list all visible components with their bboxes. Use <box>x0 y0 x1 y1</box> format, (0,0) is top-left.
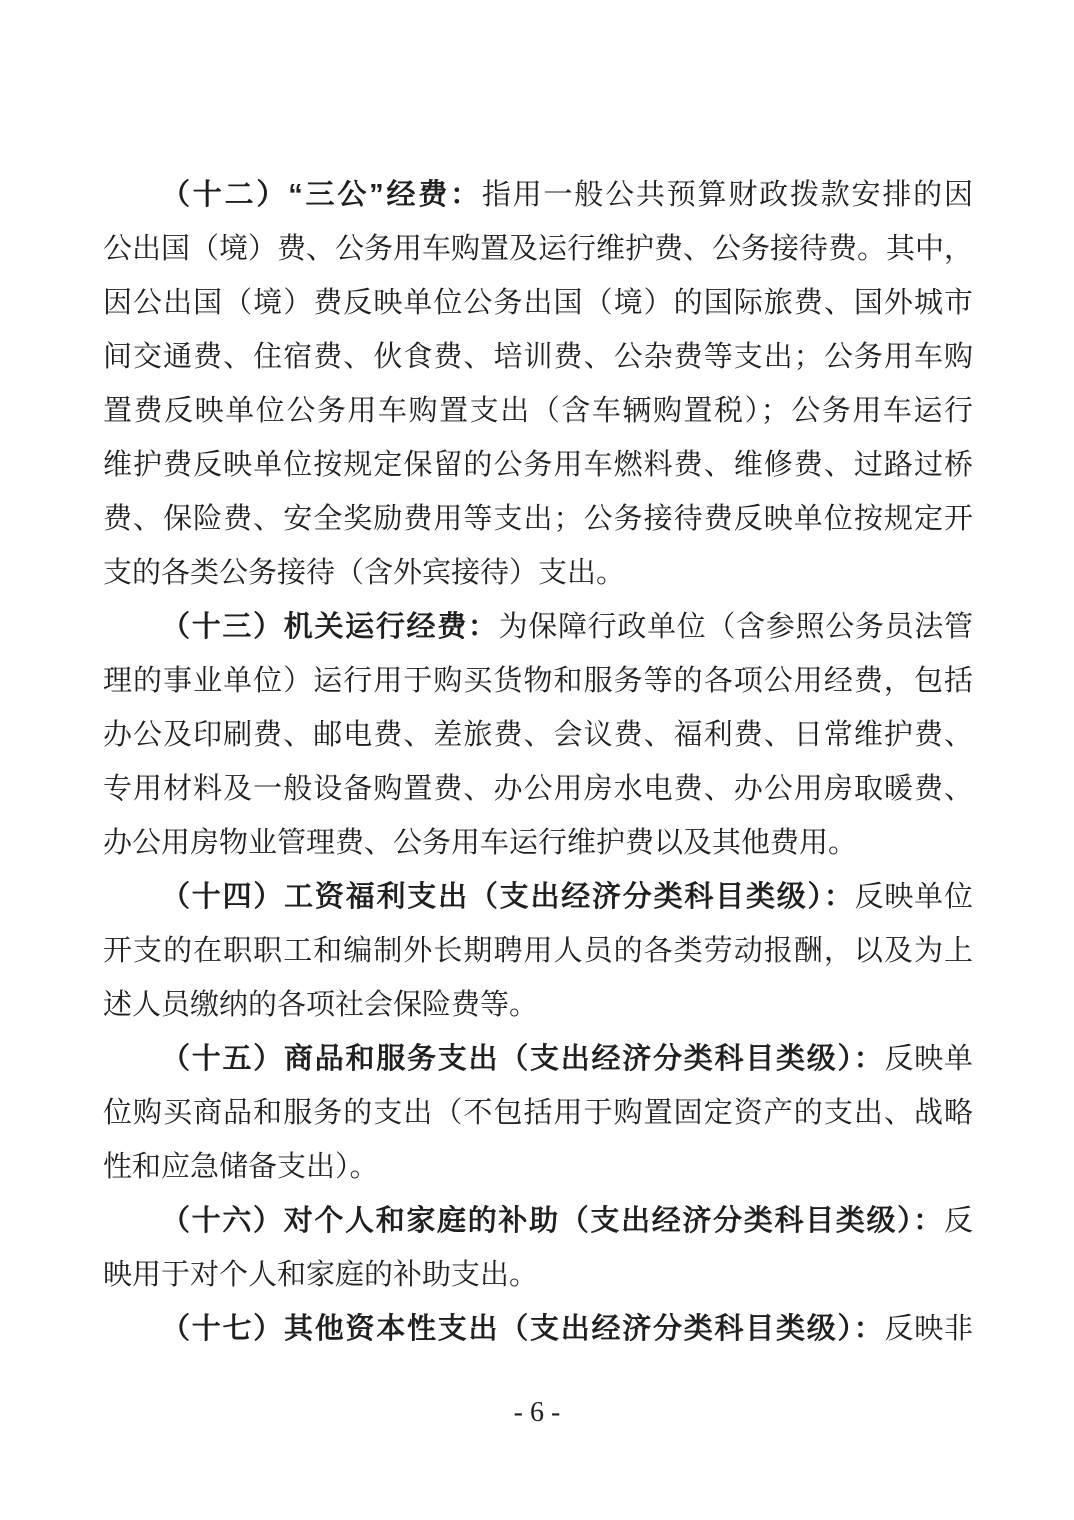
paragraph-line-text: 反映单 <box>884 1043 973 1075</box>
text-line <box>103 654 973 708</box>
paragraph-line-text: 费、保险费、安全奖励费用等支出；公务接待费反映单位按规定开 <box>103 503 973 535</box>
paragraph-line-text: 专用材料及一般设备购置费、办公用房水电费、办公用房取暖费、 <box>103 773 973 805</box>
text-line <box>103 1140 973 1194</box>
paragraph-line-text: 为保障行政单位（含参照公务员法管 <box>498 611 973 643</box>
paragraph-lead: （十六）对个人和家庭的补助（支出经济分类科目类级）： <box>161 1205 944 1237</box>
text-line <box>103 1032 973 1086</box>
text-line <box>103 708 973 762</box>
paragraph-line-text: 述人员缴纳的各项社会保险费等。 <box>103 989 539 1021</box>
text-line <box>103 870 973 924</box>
page-number: - 6 - <box>513 1397 561 1428</box>
paragraph-line-text: 办公用房物业管理费、公务用车运行维护费以及其他费用。 <box>103 827 858 859</box>
paragraph-line-text: 置费反映单位公务用车购置支出（含车辆购置税）；公务用车运行 <box>103 395 973 427</box>
paragraph-line-text: 性和应急储备支出）。 <box>103 1151 379 1183</box>
paragraph-lead: （十五）商品和服务支出（支出经济分类科目类级）： <box>161 1043 885 1075</box>
paragraph-line-text: 映用于对个人和家庭的补助支出。 <box>103 1259 539 1291</box>
paragraph-line-text: 间交通费、住宿费、伙食费、培训费、公杂费等支出；公务用车购 <box>103 341 973 373</box>
paragraph-lead: （十四）工资福利支出（支出经济分类科目类级）： <box>161 881 855 913</box>
paragraph-line-text: 反映单位 <box>854 881 973 913</box>
text-line <box>103 1194 973 1248</box>
text-line <box>103 384 973 438</box>
paragraph-line-text: 指用一般公共预算财政拨款安排的因 <box>481 179 973 211</box>
text-line <box>103 438 973 492</box>
paragraph-line-text: 因公出国（境）费反映单位公务出国（境）的国际旅费、国外城市 <box>103 287 973 319</box>
text-line <box>103 1086 973 1140</box>
text-line <box>103 1248 973 1302</box>
paragraph-line-text: 反映非 <box>884 1313 973 1345</box>
text-line <box>103 168 973 222</box>
paragraph-line-text: 反 <box>943 1205 973 1237</box>
text-line <box>103 924 973 978</box>
text-line <box>103 600 973 654</box>
paragraph-line-text: 位购买商品和服务的支出（不包括用于购置固定资产的支出、战略 <box>103 1097 973 1129</box>
paragraph-lead: （十七）其他资本性支出（支出经济分类科目类级）： <box>161 1313 885 1345</box>
text-line <box>103 492 973 546</box>
paragraph-line-text: 理的事业单位）运行用于购买货物和服务等的各项公用经费，包括 <box>103 665 973 697</box>
paragraph-lead: （十二）“三公”经费： <box>161 179 482 211</box>
text-line <box>103 762 973 816</box>
text-line <box>103 276 973 330</box>
paragraph-line-text: 开支的在职职工和编制外长期聘用人员的各类劳动报酬，以及为上 <box>103 935 973 967</box>
text-line <box>103 330 973 384</box>
paragraph-line-text: 维护费反映单位按规定保留的公务用车燃料费、维修费、过路过桥 <box>103 449 973 481</box>
text-line <box>103 816 973 870</box>
document-body <box>103 168 973 1356</box>
text-line <box>103 546 973 600</box>
paragraph-line-text: 支的各类公务接待（含外宾接待）支出。 <box>103 557 626 589</box>
paragraph-line-text: 办公及印刷费、邮电费、差旅费、会议费、福利费、日常维护费、 <box>103 719 973 751</box>
text-line <box>103 978 973 1032</box>
text-line <box>103 1302 973 1356</box>
text-line <box>103 222 973 276</box>
page-footer <box>0 1396 1074 1430</box>
paragraph-line-text: 公出国（境）费、公务用车购置及运行维护费、公务接待费。其中， <box>103 233 973 265</box>
paragraph-lead: （十三）机关运行经费： <box>161 611 499 643</box>
